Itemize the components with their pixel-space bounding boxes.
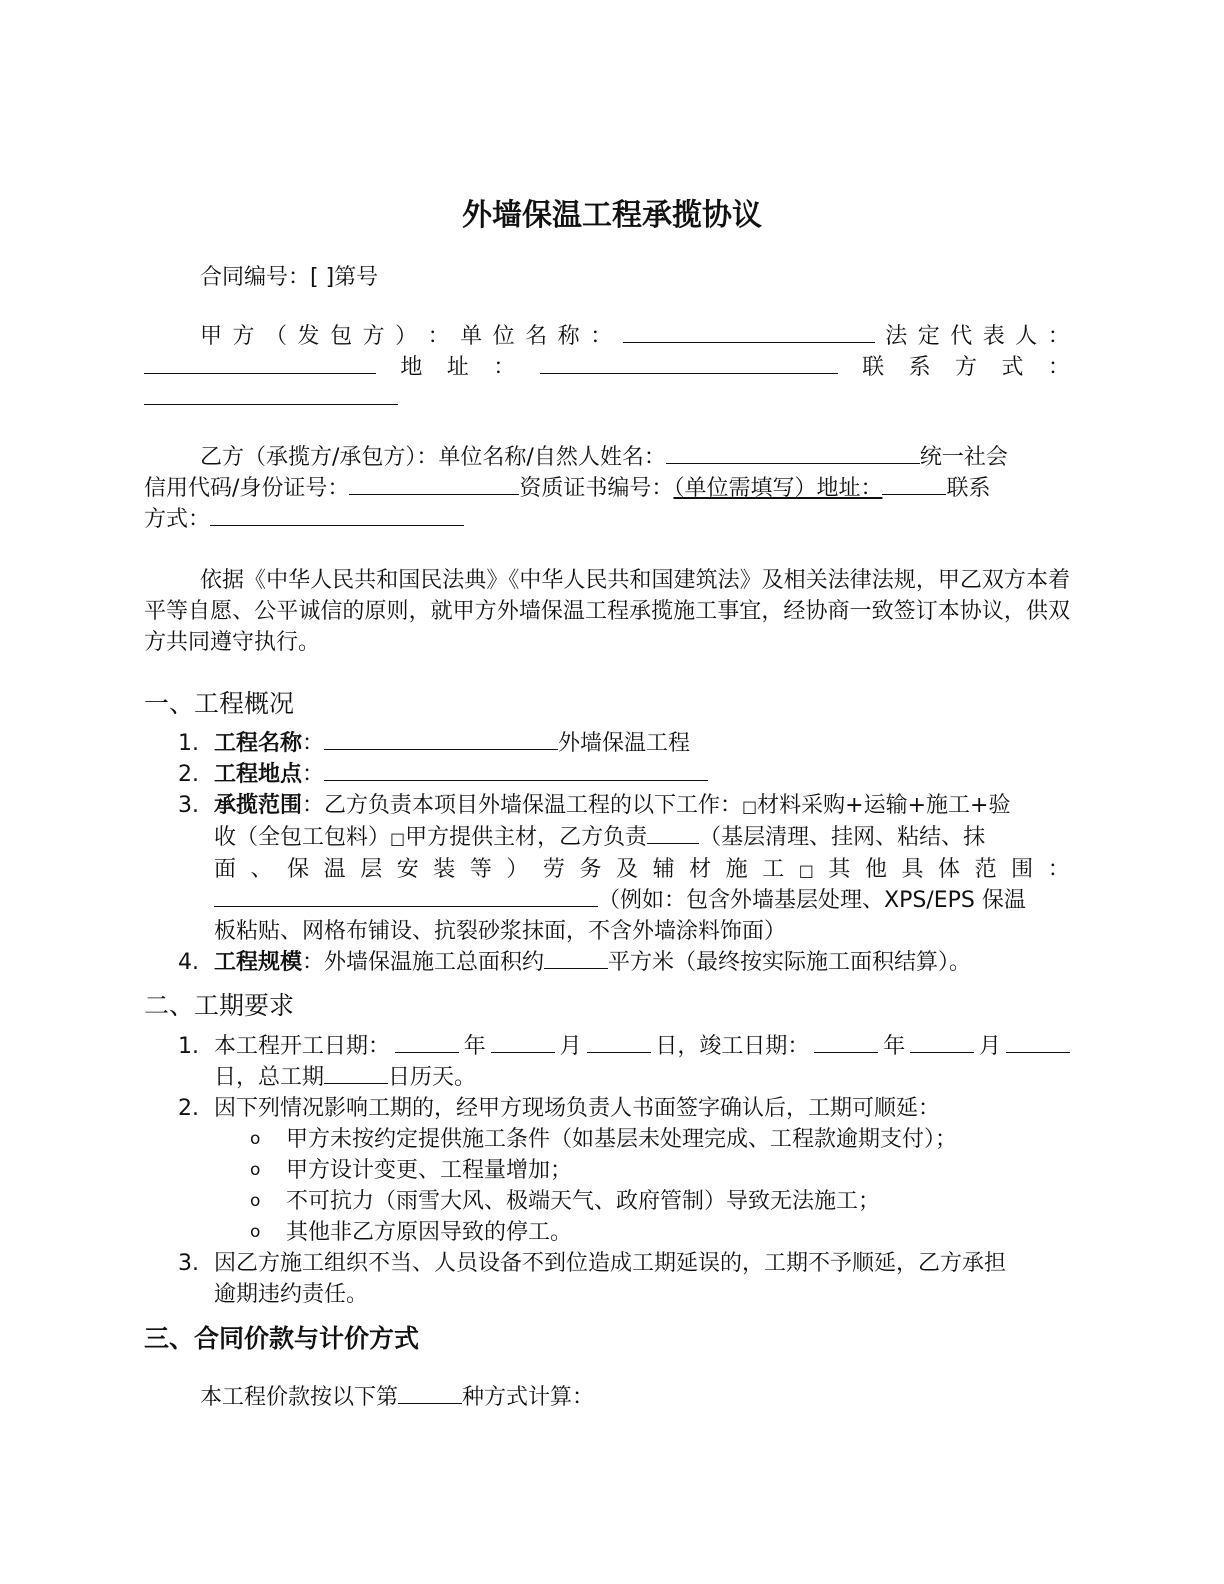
contract-number: 合同编号：[ ]第号 — [200, 265, 379, 290]
checkbox-other-scope[interactable]: □ — [798, 861, 814, 880]
sub-list-item: o 甲方设计变更、工程量增加； — [144, 1155, 1070, 1186]
list-item: 1. 工程名称： 外墙保温工程 — [178, 731, 691, 756]
list-item: 4. 工程规模：外墙保温施工总面积约 平方米（最终按实际施工面积结算）。 — [178, 950, 972, 975]
sub-list-item: o 不可抗力（雨雪大风、极端天气、政府管制）导致无法施工； — [144, 1186, 1070, 1217]
section-1-heading: 一、工程概况 — [144, 689, 295, 718]
party-a-line-3 — [144, 383, 1070, 414]
section-3-heading: 三、合同价款与计价方式 — [144, 1324, 420, 1353]
total-days-blank[interactable] — [324, 1082, 388, 1084]
pricing-method-line: 本工程价款按以下第 种方式计算： — [200, 1385, 595, 1410]
bullet-icon: o — [250, 1222, 261, 1242]
project-name-blank[interactable] — [324, 748, 558, 750]
area-blank[interactable] — [544, 967, 608, 969]
party-b-id-blank[interactable] — [349, 493, 519, 495]
start-day-blank[interactable] — [587, 1051, 651, 1053]
party-a-legal-rep-blank[interactable] — [144, 372, 376, 374]
section-2-heading: 二、工期要求 — [144, 991, 295, 1020]
end-month-blank[interactable] — [910, 1051, 974, 1053]
section-1-list — [144, 728, 1070, 978]
party-b-line-1: 乙方（承揽方/承包方）：单位名称/自然人姓名： 统一社会 — [200, 445, 1008, 470]
party-a-line-1: 甲 方 （ 发 包 方 ） ： 单 位 名 称 ： 法 定 代 表 人 ： — [200, 324, 1070, 349]
party-b-line-2: 信用代码/身份证号： 资质证书编号：（单位需填写）地址： 联系 — [144, 476, 991, 501]
party-b-name-blank[interactable] — [666, 462, 920, 464]
intro-paragraph: 依据《中华人民共和国民法典》《中华人民共和国建筑法》及相关法律法规，甲乙双方本着平等自愿、公平诚信的原则，就甲方外墙保温工程承揽施工事宜，经协商一致签订本协议，供双方共同遵守执行。 — [144, 568, 1070, 655]
bullet-icon: o — [250, 1191, 261, 1211]
list-item: 2. 因下列情况影响工期的，经甲方现场负责人书面签字确认后，工期可顺延： — [178, 1096, 941, 1121]
project-location-blank[interactable] — [324, 779, 708, 781]
end-day-blank[interactable] — [1006, 1051, 1070, 1053]
sub-list-item: o 甲方未按约定提供施工条件（如基层未处理完成、工程款逾期支付）； — [144, 1124, 1070, 1155]
end-year-blank[interactable] — [814, 1051, 878, 1053]
party-a-line-2: 地 址 ： 联 系 方 式 ： — [144, 352, 1070, 383]
bullet-icon: o — [250, 1160, 261, 1180]
party-b-address-blank[interactable] — [882, 493, 946, 495]
party-b-contact-blank[interactable] — [210, 524, 464, 526]
list-item: 3. 因乙方施工组织不当、人员设备不到位造成工期延误的，工期不予顺延，乙方承担 逾期违约责任。 — [178, 1251, 1007, 1307]
start-month-blank[interactable] — [491, 1051, 555, 1053]
document-title: 外墙保温工程承揽协议 — [462, 198, 762, 233]
party-a-block — [144, 321, 1070, 414]
party-a-address-blank[interactable] — [540, 372, 838, 374]
party-b-line-3: 方式： — [144, 504, 1070, 535]
party-a-contact-blank[interactable] — [144, 403, 398, 405]
bullet-icon: o — [250, 1129, 261, 1149]
sub-list-item: o 其他非乙方原因导致的停工。 — [144, 1217, 1070, 1248]
party-a-name-blank[interactable] — [623, 341, 875, 343]
list-item: 2. 工程地点： — [144, 759, 1070, 790]
checkbox-labor-only[interactable]: □ — [390, 829, 406, 848]
pricing-method-blank[interactable] — [398, 1402, 462, 1404]
scope-blank[interactable] — [647, 842, 699, 844]
list-item: 3. 承揽范围：乙方负责本项目外墙保温工程的以下工作：□材料采购+运输+施工+验 收（全包工包料）□甲方提供主材，乙方负责 （基层清理、挂网、粘结、抹 面 、 保 温 层 安 装 等 ） 劳 务 及 辅 材 施 工 □ 其 他 具 体 范 围 ： （例如：包含外墙基层处理、XPS/EPS 保温 板粘贴、网格布铺设、抗裂砂浆抹面，不含外墙涂料饰面） — [178, 793, 1070, 944]
party-b-block — [144, 442, 1070, 535]
checkbox-full-package[interactable]: □ — [742, 797, 758, 816]
start-year-blank[interactable] — [395, 1051, 459, 1053]
section-2-list — [144, 1031, 1070, 1310]
list-item: 1. 本工程开工日期： 年 月 日，竣工日期： 年 月 日，总工期 日历天。 — [144, 1031, 1070, 1093]
other-scope-blank[interactable] — [214, 905, 598, 907]
